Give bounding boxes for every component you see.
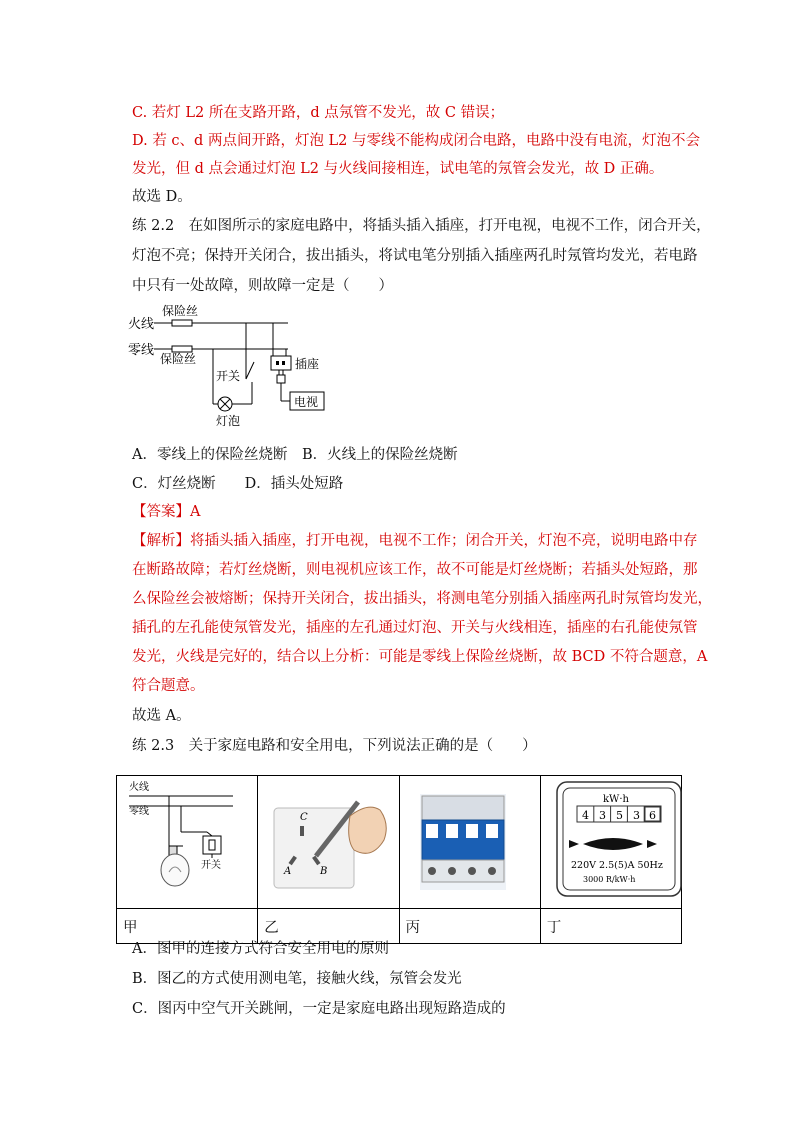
option-a: A．图甲的连接方式符合安全用电的原则 [132, 941, 389, 957]
figure-ding [540, 776, 681, 909]
text-line: C. 若灯 L2 所在支路开路，d 点氖管不发光，故 C 错误； [132, 105, 505, 121]
neutral-wire-label: 零线 [128, 343, 155, 358]
hand-icon [349, 807, 387, 853]
option-c-d: C．灯丝烧断 D．插头处短路 [132, 476, 344, 492]
switch-label: 开关 [216, 369, 241, 383]
analysis-line: 发光，火线是完好的，结合以上分析：可能是零线上保险丝烧断，故 BCD 不符合题意，A [132, 649, 708, 665]
meter-unit: kW·h [602, 794, 629, 805]
tv-label: 电视 [294, 395, 319, 409]
fuse-icon [172, 320, 192, 326]
meter-digit: 4 [581, 809, 589, 822]
text-line: 中只有一处故障，则故障一定是（ ） [132, 278, 393, 294]
fuse-icon [172, 346, 192, 352]
analysis-line: 【解析】将插头插入插座，打开电视，电视不工作；闭合开关，灯泡不亮，说明电路中存 [132, 533, 698, 549]
live-wire-label: 火线 [129, 782, 149, 793]
text-line: 故选 A。 [132, 708, 191, 724]
plug-icon [277, 375, 285, 383]
question-2-2: 练 2.2 在如图所示的家庭电路中，将插头插入插座，打开电视，电视不工作，闭合开关， [132, 218, 711, 234]
circuit-figure [117, 776, 245, 904]
energy-meter-figure [541, 776, 697, 904]
figure-table [116, 775, 682, 944]
hole-label: A [284, 866, 292, 877]
socket-icon [271, 356, 291, 370]
option-b: B．图乙的方式使用测电笔，接触火线，氖管会发光 [132, 971, 462, 987]
text-line: 灯泡不亮；保持开关闭合，拔出插头，将试电笔分别插入插座两孔时氖管均发光，若电路 [132, 248, 698, 264]
meter-digit: 5 [615, 809, 623, 822]
figure-label: 丁 [540, 909, 681, 944]
meter-digit: 3 [598, 809, 606, 822]
figure-yi [258, 776, 399, 909]
text-line: 发光，但 d 点会通过灯泡 L2 与火线间接相连，试电笔的氖管会发光，故 D 正确。 [132, 161, 664, 177]
figure-label: 乙 [258, 909, 399, 944]
switch-icon [246, 362, 254, 379]
circuit-diagram [128, 304, 328, 430]
neutral-wire-label: 零线 [129, 806, 149, 817]
analysis-line: 插孔的左孔能使氖管发光，插座的左孔通过灯泡、开关与火线相连，插座的右孔能使氖管 [132, 620, 698, 636]
answer: 【答案】A [132, 504, 201, 520]
analysis-line: 么保险丝会被熔断；保持开关闭合，拔出插头，将测电笔分别插入插座两孔时氖管均发光， [132, 591, 712, 607]
lamp-label: 灯泡 [216, 414, 241, 428]
circuit-breaker-figure [400, 776, 541, 904]
switch-label: 开关 [201, 860, 221, 871]
fuse-label: 保险丝 [160, 352, 197, 366]
bulb-icon [161, 854, 189, 886]
text-line: 故选 D。 [132, 189, 192, 205]
meter-digit: 6 [648, 809, 656, 822]
figure-label: 丙 [399, 909, 540, 944]
socket-label: 插座 [295, 357, 320, 371]
text-line: D. 若 c、d 两点间开路，灯泡 L2 与零线不能构成闭合电路，电路中没有电流，灯泡不会 [132, 133, 701, 149]
question-2-3: 练 2.3 关于家庭电路和安全用电，下列说法正确的是（ ） [132, 738, 537, 754]
meter-digit: 3 [632, 809, 640, 822]
figure-label: 甲 [117, 909, 258, 944]
test-pen-figure [258, 776, 399, 904]
hole-label: B [320, 866, 328, 877]
option-c: C．图丙中空气开关跳闸，一定是家庭电路出现短路造成的 [132, 1001, 506, 1017]
analysis-line: 在断路故障；若灯丝烧断，则电视机应该工作，故不可能是灯丝烧断；若插头处短路，那 [132, 562, 698, 578]
live-wire-label: 火线 [128, 317, 155, 332]
analysis-line: 符合题意。 [132, 678, 205, 694]
option-a-b: A．零线上的保险丝烧断 B．火线上的保险丝烧断 [132, 447, 458, 463]
switch-icon [203, 836, 221, 854]
meter-rate: 3000 R/kW·h [582, 875, 636, 884]
figure-jia [117, 776, 258, 909]
meter-spec: 220V 2.5(5)A 50Hz [570, 860, 663, 871]
hole-label: C [300, 812, 308, 823]
fuse-label: 保险丝 [162, 304, 199, 318]
figure-bing [399, 776, 540, 909]
